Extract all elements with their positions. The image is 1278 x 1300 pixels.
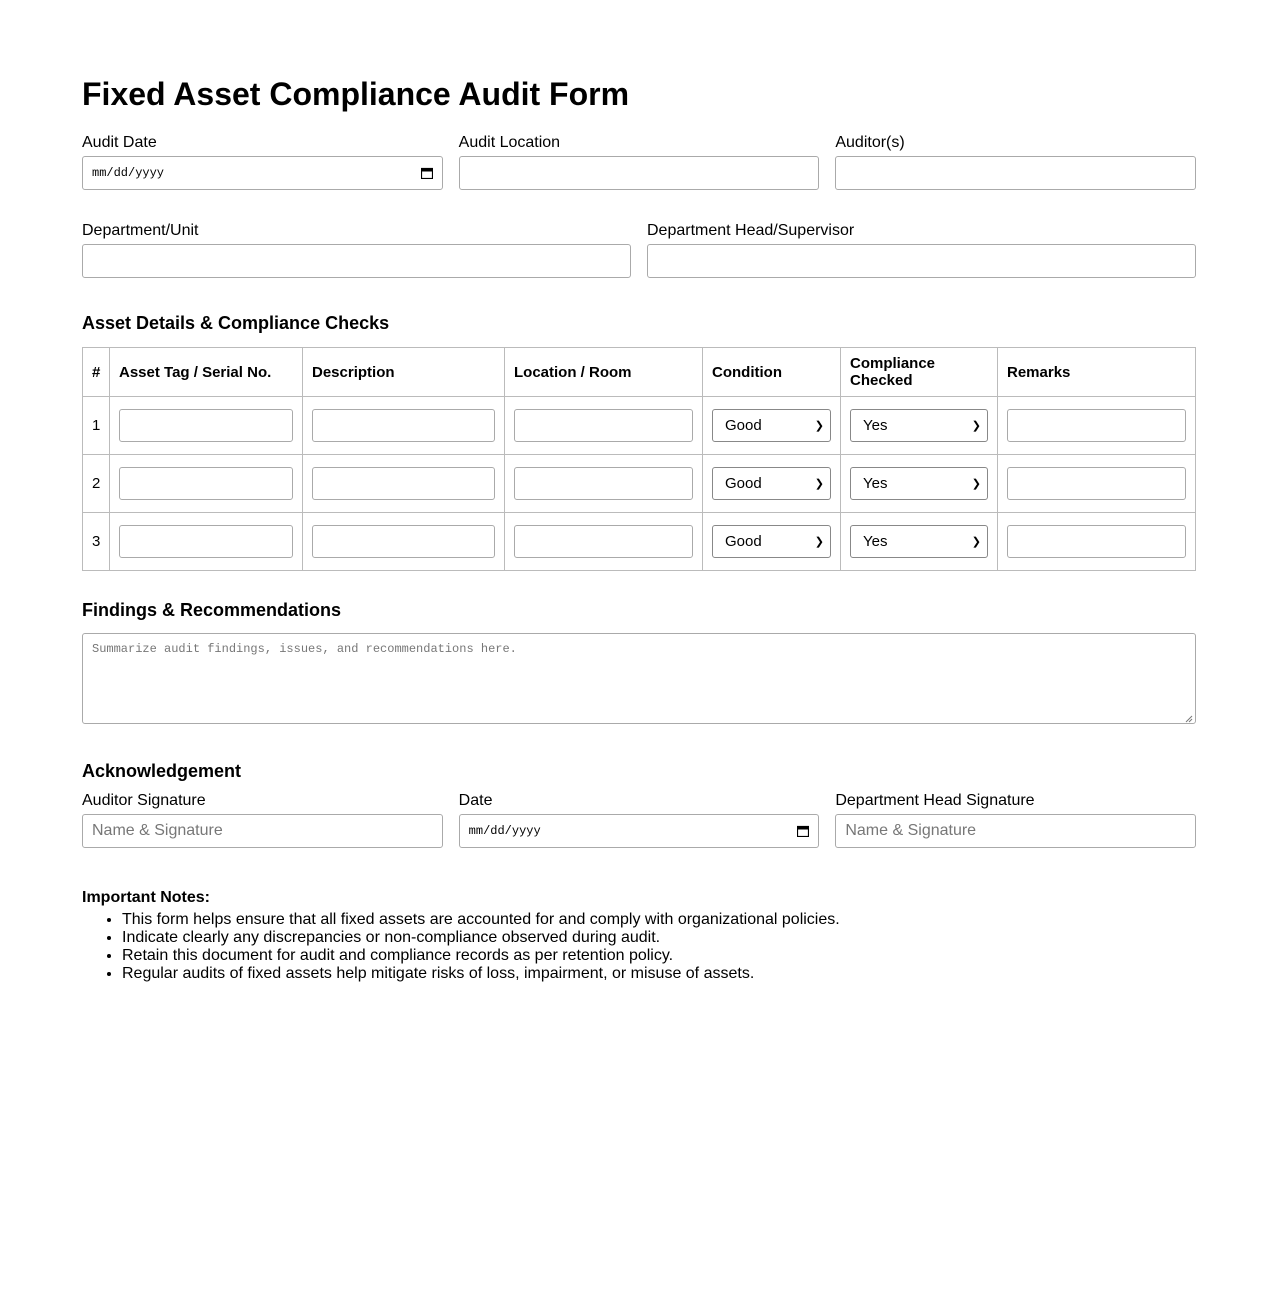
row-number: 1 <box>83 397 110 455</box>
dept-head-signature-field <box>835 792 1196 848</box>
compliance-value: Yes <box>863 417 888 434</box>
col-header-asset-tag: Asset Tag / Serial No. <box>110 348 303 397</box>
chevron-down-icon: ❯ <box>814 536 824 548</box>
chevron-down-icon: ❯ <box>971 478 981 490</box>
description-input[interactable] <box>312 525 495 558</box>
col-header-remarks: Remarks <box>998 348 1196 397</box>
table-row <box>83 397 1196 455</box>
compliance-value: Yes <box>863 475 888 492</box>
col-header-description: Description <box>303 348 505 397</box>
header-row-1 <box>82 134 1196 190</box>
asset-tag-input[interactable] <box>119 409 293 442</box>
audit-location-input[interactable] <box>459 156 820 190</box>
condition-select[interactable] <box>712 525 831 558</box>
department-head-label: Department Head/Supervisor <box>647 222 855 239</box>
chevron-down-icon: ❯ <box>814 478 824 490</box>
dept-head-signature-placeholder: Name & Signature <box>845 822 977 839</box>
compliance-select[interactable] <box>850 409 988 442</box>
auditor-signature-label: Auditor Signature <box>82 792 206 809</box>
chevron-down-icon: ❯ <box>971 420 981 432</box>
ack-date-label: Date <box>458 792 493 809</box>
location-input[interactable] <box>514 525 693 558</box>
resize-handle-icon[interactable] <box>1185 713 1193 721</box>
list-item: • Retain this document for audit and compliance records as per retention policy. <box>122 947 1196 965</box>
condition-select[interactable] <box>712 409 831 442</box>
dept-head-signature-label: Department Head Signature <box>835 792 1035 809</box>
notes-list <box>82 911 1196 983</box>
audit-date-label: Audit Date <box>82 134 157 151</box>
location-input[interactable] <box>514 467 693 500</box>
col-header-location: Location / Room <box>505 348 703 397</box>
calendar-icon[interactable] <box>421 167 433 179</box>
remarks-input[interactable] <box>1007 525 1186 558</box>
table-row <box>83 455 1196 513</box>
condition-select[interactable] <box>712 467 831 500</box>
list-item: • Regular audits of fixed assets help mitigate risks of loss, impairment, or misuse of assets. <box>122 965 1196 983</box>
asset-tag-input[interactable] <box>119 467 293 500</box>
remarks-input[interactable] <box>1007 467 1186 500</box>
col-header-num: # <box>83 348 110 397</box>
audit-date-input[interactable] <box>82 156 443 190</box>
ack-date-field <box>459 792 820 848</box>
chevron-down-icon: ❯ <box>814 420 824 432</box>
findings-placeholder: Summarize audit findings, issues, and recommendations here. <box>92 642 517 656</box>
remarks-input[interactable] <box>1007 409 1186 442</box>
audit-location-label: Audit Location <box>458 134 561 151</box>
compliance-select[interactable] <box>850 467 988 500</box>
description-input[interactable] <box>312 467 495 500</box>
dept-head-signature-input[interactable] <box>835 814 1196 848</box>
row-number: 2 <box>83 455 110 513</box>
findings-heading: Findings & Recommendations <box>82 600 342 620</box>
chevron-down-icon: ❯ <box>971 536 981 548</box>
page-title: Fixed Asset Compliance Audit Form <box>82 76 630 112</box>
condition-value: Good <box>725 475 762 492</box>
col-header-compliance: Compliance Checked <box>841 348 998 397</box>
auditor-signature-input[interactable] <box>82 814 443 848</box>
list-item: • Indicate clearly any discrepancies or non-compliance observed during audit. <box>122 929 1196 947</box>
assets-table <box>82 347 1196 571</box>
auditor-signature-field <box>82 792 443 848</box>
important-notes <box>82 888 1196 983</box>
description-input[interactable] <box>312 409 495 442</box>
notes-title: Important Notes: <box>82 889 210 906</box>
auditors-field <box>835 134 1196 190</box>
compliance-select[interactable] <box>850 525 988 558</box>
department-head-field <box>647 222 1196 278</box>
table-header-row <box>83 348 1196 397</box>
header-row-2 <box>82 222 1196 278</box>
auditors-input[interactable] <box>835 156 1196 190</box>
ack-date-input[interactable] <box>459 814 820 848</box>
audit-date-field <box>82 134 443 190</box>
row-number: 3 <box>83 513 110 571</box>
audit-location-field <box>459 134 820 190</box>
acknowledgement-row <box>82 792 1196 848</box>
table-row <box>83 513 1196 571</box>
auditor-signature-placeholder: Name & Signature <box>92 822 223 839</box>
location-input[interactable] <box>514 409 693 442</box>
calendar-icon[interactable] <box>797 825 809 837</box>
compliance-value: Yes <box>863 533 888 550</box>
audit-date-placeholder: mm/dd/yyyy <box>92 166 165 180</box>
asset-tag-input[interactable] <box>119 525 293 558</box>
assets-section-heading: Asset Details & Compliance Checks <box>82 313 390 333</box>
department-input[interactable] <box>82 244 631 278</box>
condition-value: Good <box>725 417 762 434</box>
acknowledgement-heading: Acknowledgement <box>82 761 242 781</box>
department-head-input[interactable] <box>647 244 1196 278</box>
auditors-label: Auditor(s) <box>835 134 905 151</box>
condition-value: Good <box>725 533 762 550</box>
ack-date-placeholder: mm/dd/yyyy <box>468 824 541 838</box>
department-field <box>82 222 631 278</box>
list-item: • This form helps ensure that all fixed assets are accounted for and comply with organizational policies. <box>122 911 1196 929</box>
col-header-condition: Condition <box>703 348 841 397</box>
findings-textarea[interactable] <box>82 633 1196 724</box>
department-label: Department/Unit <box>82 222 199 239</box>
